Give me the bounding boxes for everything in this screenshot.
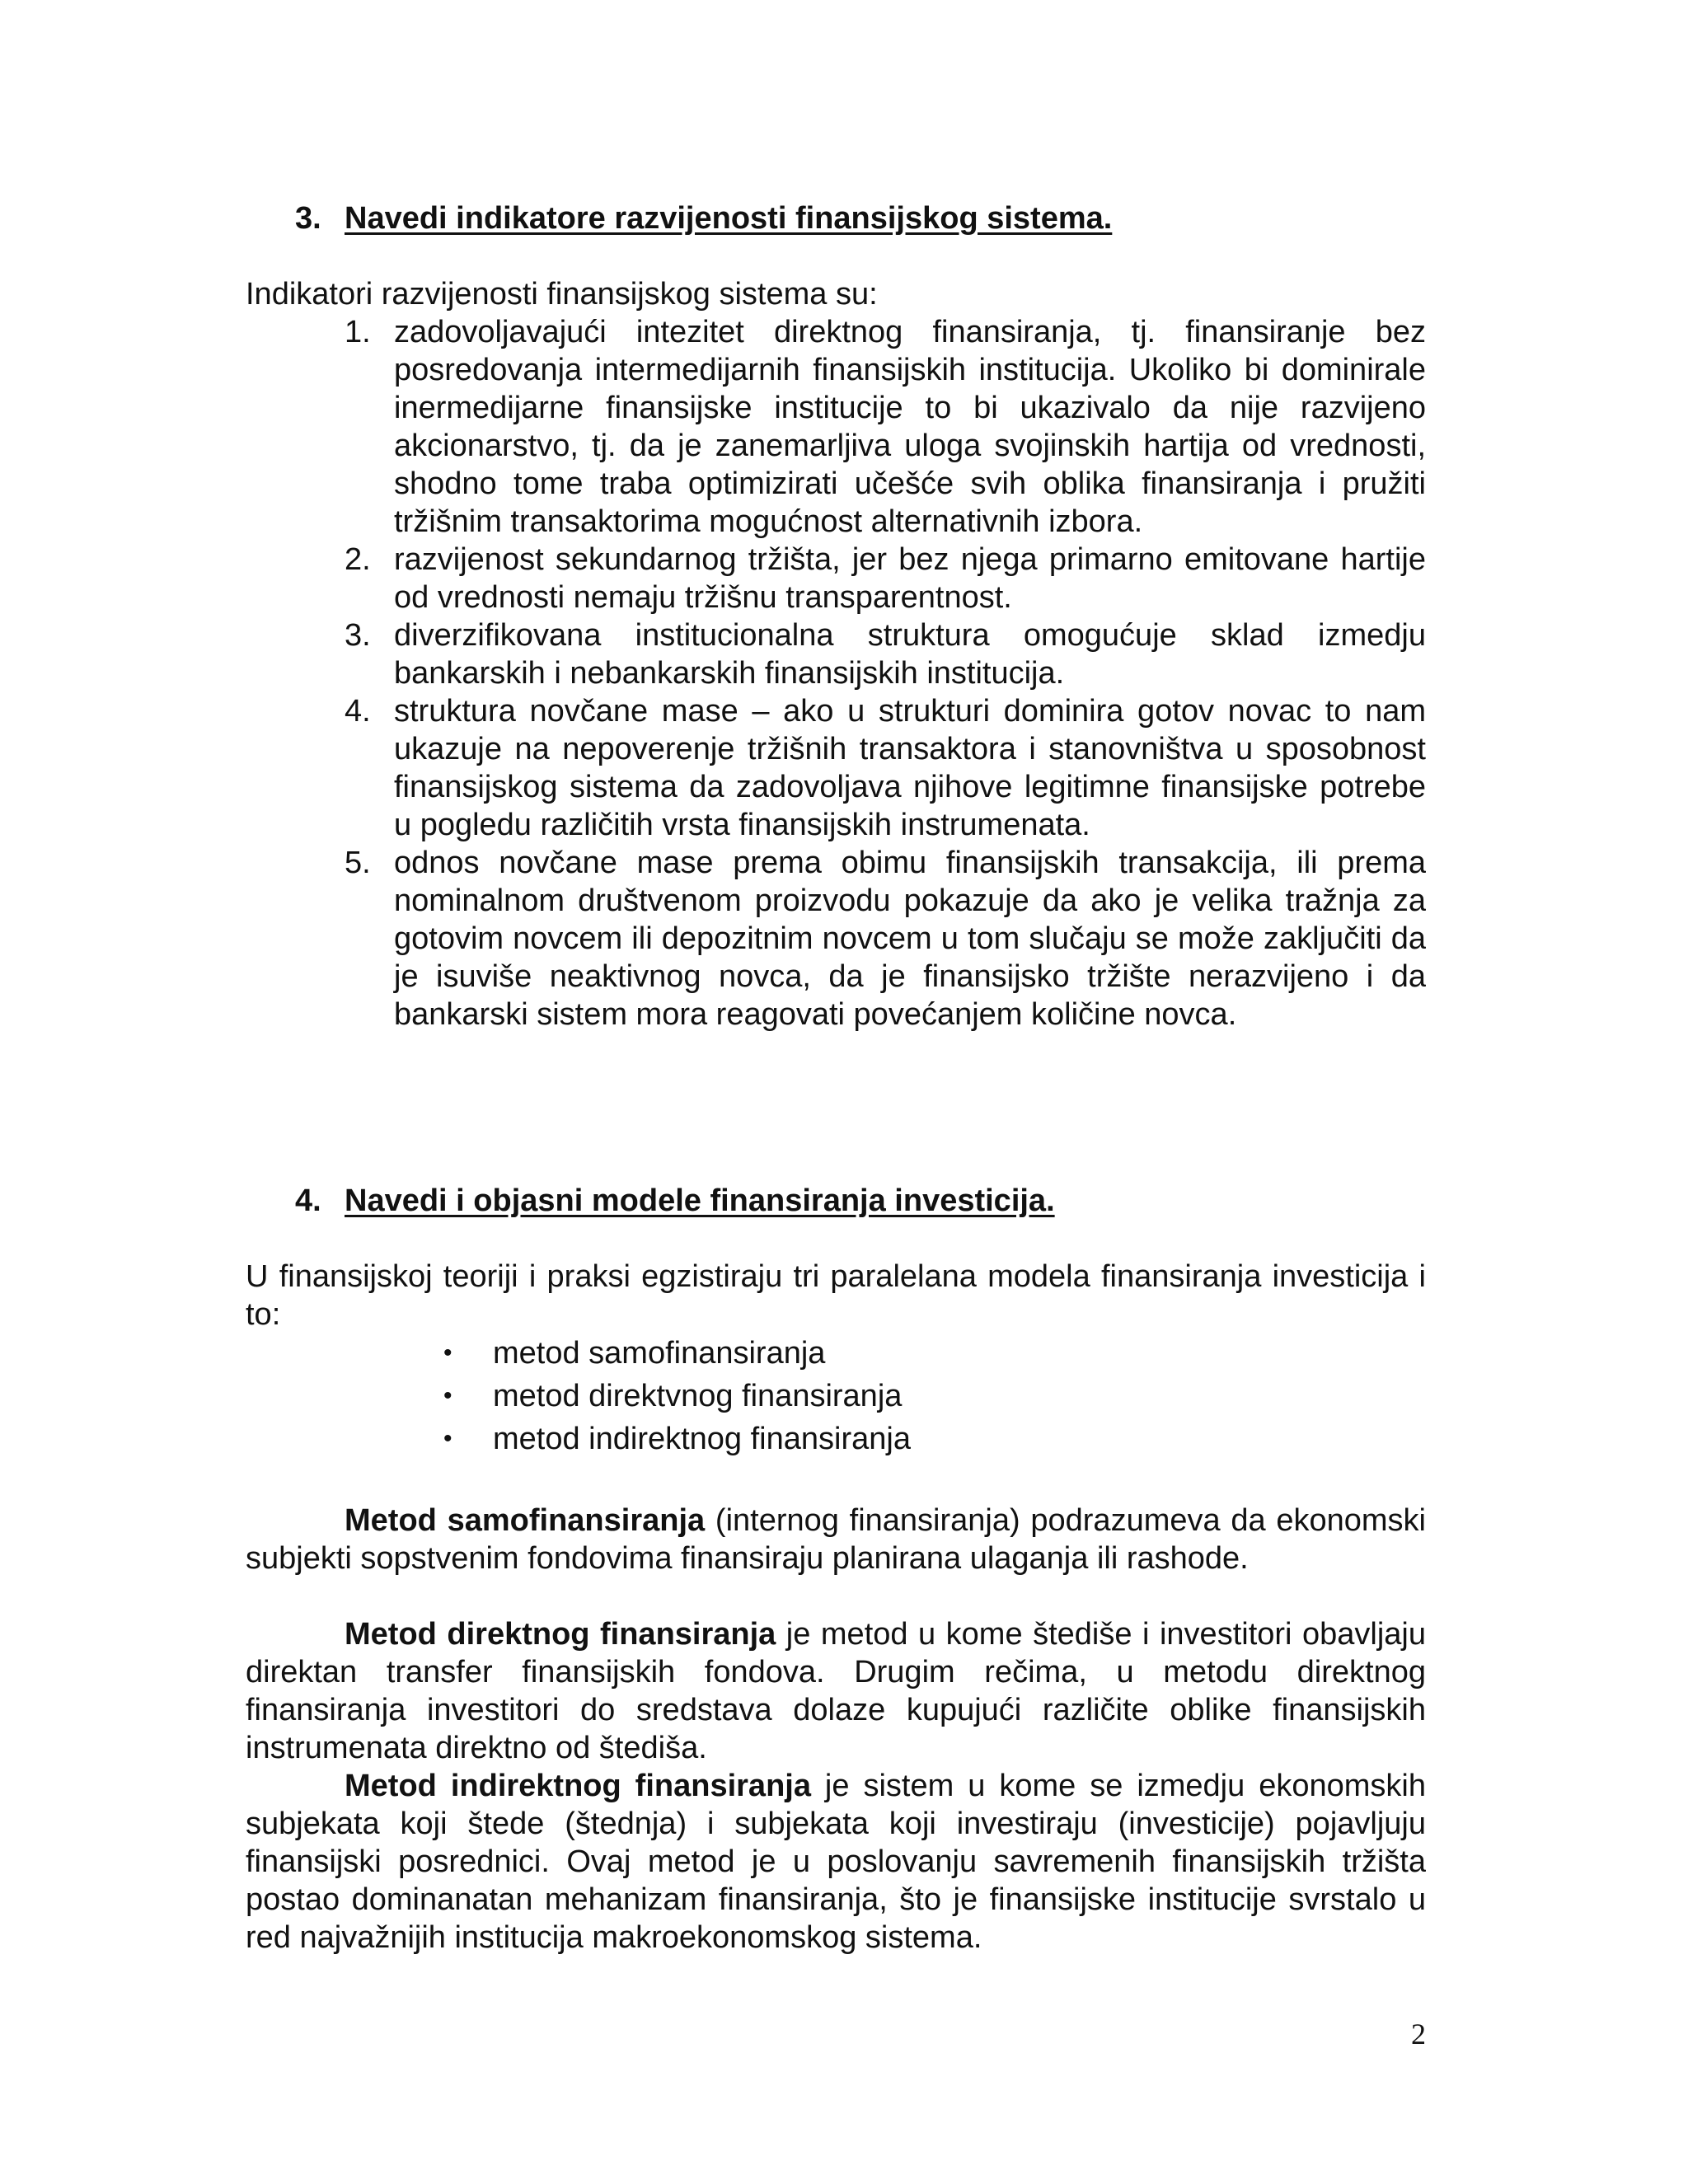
bullet-icon: •: [443, 1382, 452, 1409]
section-4-number: 4.: [295, 1183, 321, 1218]
paragraph-direktno: [246, 1615, 1426, 1767]
section-3-intro: Indikatori razvijenosti finansijskog sistema su:: [246, 277, 878, 312]
list-item-text: diverzifikovana institucionalna struktura omogućuje sklad izmedju bankarskih i nebankarskih finansijskih institucija.: [394, 618, 1426, 691]
bullet-item: [443, 1418, 911, 1460]
list-item-text: struktura novčane mase – ako u strukturi dominira gotov novac to nam ukazuje na nepoverenje tržišnih transaktora i stanovništva u sposobnost finansijskog sistema da zadovoljava njihove legitimne finansijske potrebe u pogledu različitih vrsta finansijskih instrumenata.: [394, 694, 1426, 842]
list-item-number: 4.: [345, 694, 371, 729]
paragraph-term: Metod indirektnog finansiranja: [345, 1769, 811, 1803]
section-3-heading: [295, 199, 1112, 237]
page-number: 2: [1411, 2018, 1426, 2050]
list-item-text: odnos novčane mase prema obimu finansijskih transakcija, ili prema nominalnom društvenom proizvodu pokazuje da ako je velika tražnja za gotovim novcem ili depozitnim novcem u tom slučaju se može zaključiti da je isuviše neaktivnog novca, da je finansijsko tržište nerazvijeno i da bankarski sistem mora reagovati povećanjem količine novca.: [394, 846, 1426, 1032]
paragraph-text: je metod u kome štediše i investitori obavljaju direktan transfer finansijskih fondova. Drugim rečima, u metodu direktnog finansiranja investitori do sredstava dolaze kupujući različite oblike finansijskih instrumenata direktno od štediša.: [246, 1617, 1426, 1765]
list-item-text: razvijenost sekundarnog tržišta, jer bez njega primarno emitovane hartije od vrednosti nemaju tržišnu transparentnost.: [394, 542, 1426, 615]
bullet-item-text: metod indirektnog finansiranja: [493, 1422, 911, 1456]
bullet-item: [443, 1332, 911, 1375]
list-item: [345, 844, 1426, 1033]
list-item-number: 3.: [345, 618, 371, 653]
bullet-icon: •: [443, 1425, 452, 1452]
paragraph-samofinansiranje: [246, 1502, 1426, 1577]
list-item-number: 2.: [345, 542, 371, 577]
indicator-list: [345, 313, 1426, 1033]
list-item-text: zadovoljavajući intezitet direktnog finansiranja, tj. finansiranje bez posredovanja intermedijarnih finansijskih institucija. Ukoliko bi dominirale inermedijarne finansijske institucije to bi ukazivalo da nije razvijeno akcionarstvo, tj. da je zanemarljiva uloga svojinskih hartija od vrednosti, shodno tome traba optimizirati učešće svih oblika finansiranja i pružiti tržišnim transaktorima mogućnost alternativnih izbora.: [394, 315, 1426, 539]
paragraph-text: (internog finansiranja) podrazumeva da ekonomski subjekti sopstvenim fondovima finansiraju planirana ulaganja ili rashode.: [246, 1503, 1427, 1576]
paragraph-term: Metod samofinansiranja: [345, 1503, 706, 1538]
paragraph-text: je sistem u kome se izmedju ekonomskih subjekata koji štede (štednja) i subjekata koji investiraju (investicije) pojavljuju finansijski posrednici. Ovaj metod je u poslovanju savremenih finansijskih tržišta postao dominanatan mehanizam finansiranja, što je finansijske institucije svrstalo u red najvažnijih institucija makroekonomskog sistema.: [246, 1769, 1426, 1955]
list-item: [345, 541, 1426, 616]
section-4-title: Navedi i objasni modele finansiranja investicija.: [345, 1183, 1055, 1218]
section-3-title: Navedi indikatore razvijenosti finansijskog sistema.: [345, 201, 1113, 236]
paragraph-indirektno: [246, 1767, 1426, 1957]
list-item: [345, 692, 1426, 844]
list-item: [345, 616, 1426, 692]
bullet-icon: •: [443, 1339, 452, 1366]
section-4-intro: U finansijskoj teoriji i praksi egzistiraju tri paralelana modela finansiranja investicija i to:: [246, 1259, 1426, 1332]
paragraph-term: Metod direktnog finansiranja: [345, 1617, 776, 1652]
section-4-heading: [295, 1182, 1055, 1220]
bullet-item-text: metod samofinansiranja: [493, 1336, 826, 1371]
list-item-number: 5.: [345, 846, 371, 880]
list-item: [345, 313, 1426, 541]
bullet-item-text: metod direktvnog finansiranja: [493, 1379, 903, 1413]
model-bullet-list: [443, 1332, 911, 1460]
section-3-number: 3.: [295, 201, 321, 236]
bullet-item: [443, 1375, 911, 1418]
list-item-number: 1.: [345, 315, 371, 349]
